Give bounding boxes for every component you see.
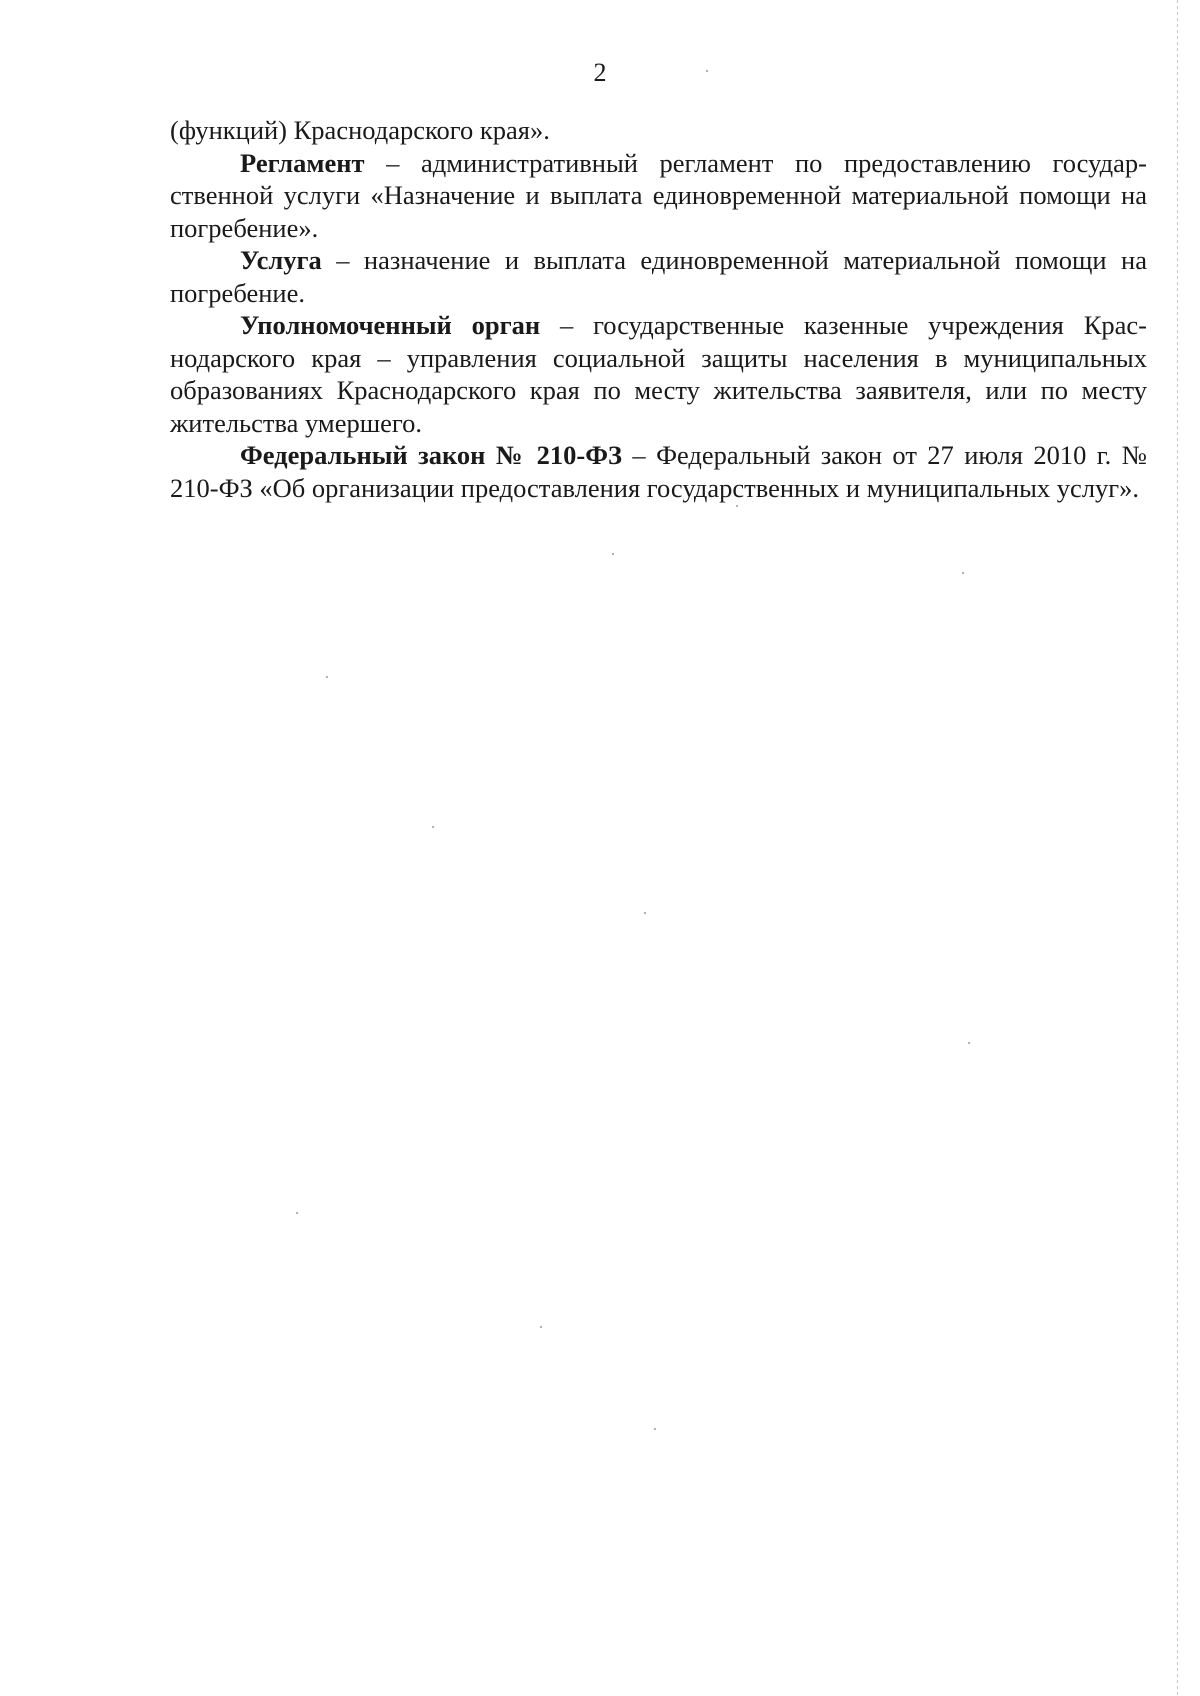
scan-speck (612, 553, 614, 555)
scan-speck (540, 1326, 542, 1328)
definition-text: – Федеральный закон от 27 июля 2010 г. № 210-ФЗ «Об организации предоставления государственных и муниципальных услуг». (170, 440, 1147, 503)
definition-paragraph-upolnomochenny-organ (170, 309, 1147, 439)
defined-term: Услуга (240, 245, 322, 275)
scan-speck (432, 826, 434, 828)
document-body (170, 114, 1147, 504)
defined-term: Федеральный закон № 210-ФЗ (240, 440, 622, 470)
page-number: 2 (593, 58, 607, 87)
scan-speck (968, 1042, 970, 1044)
scan-speck (644, 912, 646, 914)
scan-speck (736, 505, 738, 507)
definition-paragraph-reglament (170, 147, 1147, 245)
scan-speck (962, 572, 964, 574)
paragraph-continuation (170, 114, 1147, 147)
scan-speck (326, 676, 328, 678)
definition-paragraph-federal-law (170, 439, 1147, 504)
definition-text: – административный регламент по предоставлению государственной услуги «Назначение и выплата единовременной материальной помощи на погребение». (170, 147, 1147, 243)
scan-speck (706, 70, 708, 72)
scan-speck (296, 1212, 298, 1214)
definition-text: – назначение и выплата единовременной материальной помощи на погребение. (170, 245, 1147, 308)
defined-term: Регламент (240, 147, 365, 178)
paragraph-text: (функций) Краснодарского края». (170, 115, 550, 145)
scan-edge-artifact (1177, 0, 1178, 1696)
definition-paragraph-usluga (170, 244, 1147, 309)
definition-text: – государственные казенные учреждения Краснодарского края – управления социальной защиты населения в муниципальных образованиях Краснодарского края по месту жительства заявителя, или по месту жительства умершего. (170, 310, 1147, 438)
scan-speck (654, 1428, 656, 1430)
defined-term: Уполномоченный орган (240, 310, 541, 340)
